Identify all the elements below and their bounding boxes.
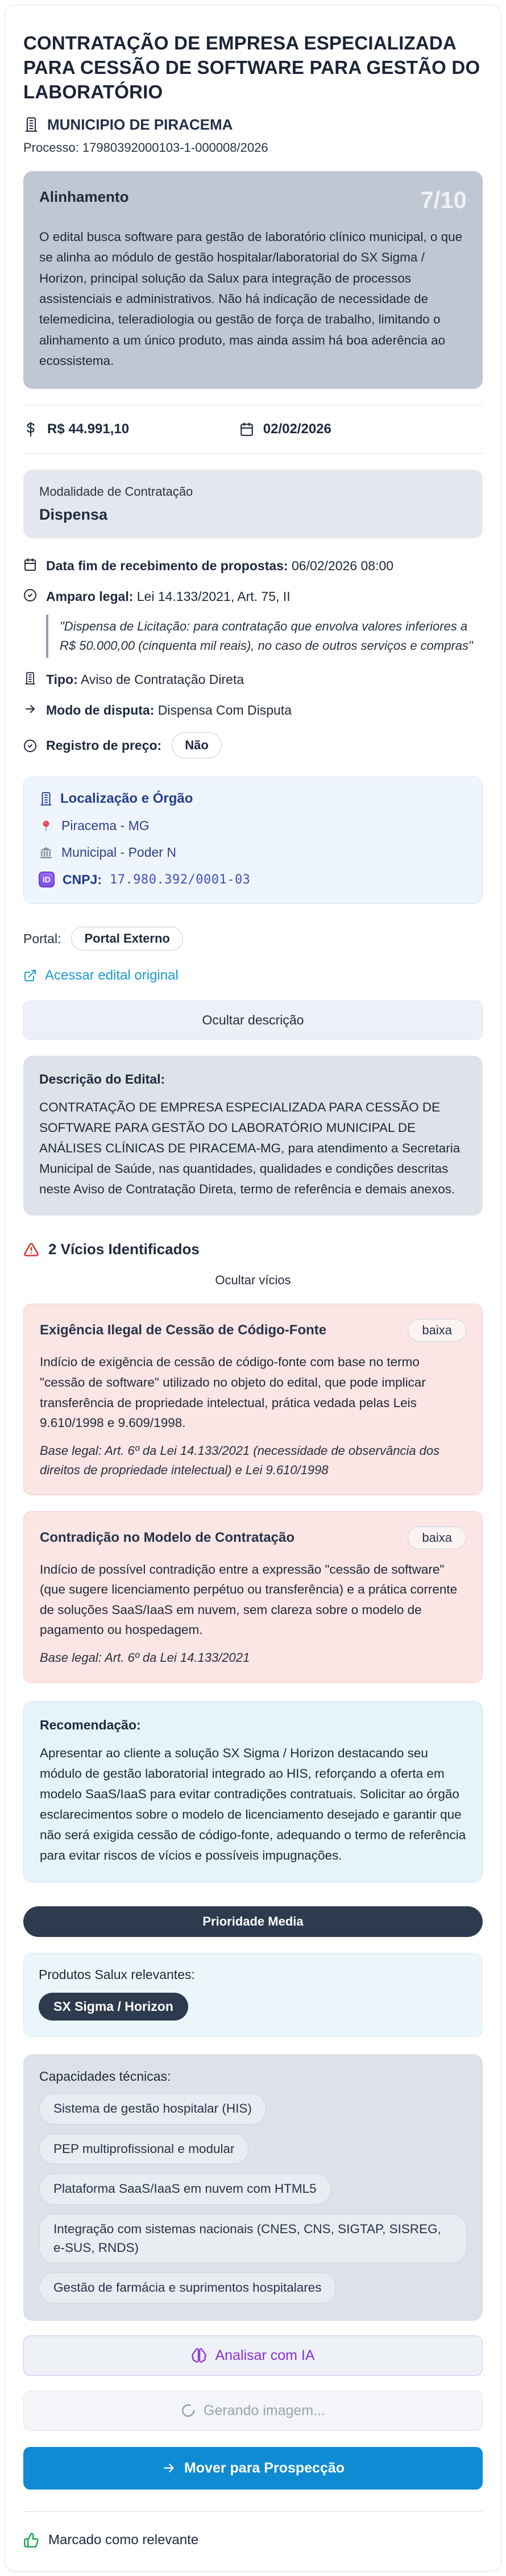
price-registry-badge: Não <box>172 732 222 759</box>
calendar-icon <box>23 558 37 571</box>
price-registry-row <box>23 732 483 759</box>
detail-rows <box>23 557 483 759</box>
opportunity-card <box>5 5 501 2571</box>
type-value: Aviso de Contratação Direta <box>80 672 244 687</box>
org-name: MUNICIPIO DE PIRACEMA <box>47 115 233 133</box>
portal-label: Portal: <box>23 931 61 946</box>
value-date-row <box>23 421 483 437</box>
building-icon <box>23 671 37 685</box>
edital-link-row[interactable] <box>23 968 483 984</box>
divider <box>23 2511 483 2512</box>
warning-triangle-icon <box>23 1242 39 1258</box>
severity-badge: baixa <box>408 1526 466 1549</box>
calendar-icon <box>239 422 254 437</box>
alignment-card <box>23 171 483 389</box>
vice-text: Indício de possível contradição entre a expressão "cessão de software" (que sugere licenciamento perpétuo ou transferência) e a prática corrente de soluções SaaS/IaaS em nuvem, sem clareza sobre o modelo de pagamento ou hospedagem. <box>40 1562 458 1637</box>
location-title: Localização e Órgão <box>60 791 193 807</box>
priority-badge: Prioridade Media <box>23 1906 483 1937</box>
publication-date-text: 02/02/2026 <box>263 421 331 437</box>
check-circle-icon <box>23 588 37 602</box>
description-card <box>23 1056 483 1216</box>
type-label: Tipo: <box>46 672 78 687</box>
products-label: Produtos Salux relevantes: <box>39 1967 195 1982</box>
recommendation-card <box>23 1701 483 1882</box>
arrow-right-icon <box>161 2461 176 2475</box>
legal-value: Lei 14.133/2021, Art. 75, II <box>136 588 291 604</box>
vice-legal-basis: Base legal: Art. 6º da Lei 14.133/2021 <box>40 1650 250 1665</box>
capability-chip: Integração com sistemas nacionais (CNES, CNS, SIGTAP, SISREG, e-SUS, RNDS) <box>39 2214 467 2263</box>
alignment-text: O edital busca software para gestão de laboratório clínico municipal, o que se alinha ao módulo de gestão hospitalar/laboratorial do SX Sigma / Horizon, principal solução da Salux para integração de processos assistenciais e administrativos. Não há indicação de necessidade de telemedicina, teleradiologia ou gestão de força de trabalho, limitando o alinhamento a um único produto, mas ainda assim há boa aderência ao ecossistema. <box>39 229 463 368</box>
vice-text: Indício de exigência de cessão de código-fonte com base no termo "cessão de software" utilizado no objeto do edital, que pode implicar transferência de propriedade intelectual, prática vedada pelas Leis 9.610/1998 e 9.609/1998. <box>40 1355 426 1430</box>
location-card <box>23 777 483 904</box>
price-registry-label: Registro de preço: <box>46 737 162 753</box>
contract-value-text: R$ 44.991,10 <box>47 421 130 437</box>
portal-row <box>23 927 483 951</box>
description-text: CONTRATAÇÃO DE EMPRESA ESPECIALIZADA PARA CESSÃO DE SOFTWARE PARA GESTÃO DO LABORATÓRIO MUNICIPAL DE ANÁLISES CLÍNICAS DE PIRACEMA-MG, para atendimento a Secretaria Municipal de Saúde, nas quantidades, qualidades e condições descritas neste Aviso de Contratação Direta, termo de referência e demais anexos. <box>39 1100 461 1197</box>
brain-icon <box>191 2347 207 2363</box>
products-card <box>23 1953 483 2037</box>
recommendation-text: Apresentar ao cliente a solução SX Sigma / Horizon destacando seu módulo de gestão laboratorial integrado ao HIS, reforçando a oferta em modelo SaaS/IaaS para evitar contradições contratuais. Solicitar ao órgão esclarecimentos sobre o modelo de licenciamento desejado e garantir que não será exigida cessão de código-fonte, adequando o termo de referência para evitar riscos de vícios e possíveis impugnações. <box>40 1746 466 1863</box>
divider <box>23 453 483 454</box>
vice-legal-basis: Base legal: Art. 6º da Lei 14.133/2021 (necessidade de observância dos direitos de propriedade intelectual) e Lei 9.610/1998 <box>40 1443 440 1477</box>
arrow-right-icon <box>23 702 37 716</box>
location-header <box>39 791 467 807</box>
deadline-row <box>23 557 483 575</box>
cnpj-label: CNPJ: <box>63 872 102 887</box>
map-pin-icon <box>39 819 53 833</box>
dollar-icon <box>23 422 38 437</box>
process-number: Processo: 17980392000103-1-000008/2026 <box>23 140 268 155</box>
thumbs-up-icon <box>23 2532 39 2548</box>
external-link-icon <box>23 969 37 982</box>
move-to-prospecting-button[interactable] <box>23 2447 483 2490</box>
move-button-label: Mover para Prospecção <box>184 2459 345 2476</box>
capability-chip: PEP multiprofissional e modular <box>39 2134 248 2165</box>
vice-card <box>23 1304 483 1495</box>
location-sphere-row <box>39 845 467 860</box>
dispute-row <box>23 701 483 719</box>
recommendation-title: Recomendação: <box>40 1718 141 1733</box>
edital-link[interactable]: Acessar edital original <box>45 968 179 984</box>
spinner-icon <box>181 2403 196 2418</box>
vice-title: Contradição no Modelo de Contratação <box>40 1529 295 1545</box>
vice-header <box>40 1319 466 1342</box>
alignment-title: Alinhamento <box>39 188 129 205</box>
page-title: CONTRATAÇÃO DE EMPRESA ESPECIALIZADA PARA CESSÃO DE SOFTWARE PARA GESTÃO DO LABORATÓRIO <box>23 32 480 102</box>
dispute-value: Dispensa Com Disputa <box>157 703 292 718</box>
building-icon <box>39 791 53 806</box>
analyze-with-ai-button[interactable] <box>23 2336 483 2376</box>
legal-label: Amparo legal: <box>46 588 134 604</box>
check-circle-icon <box>23 739 37 753</box>
vices-header <box>23 1241 483 1258</box>
description-title: Descrição do Edital: <box>39 1072 165 1087</box>
location-city: Piracema - MG <box>61 818 150 833</box>
contract-value <box>23 421 239 437</box>
deadline-value: 06/02/2026 08:00 <box>291 558 394 573</box>
relevance-label: Marcado como relevante <box>48 2532 199 2548</box>
bank-icon <box>39 845 53 860</box>
building-icon <box>23 117 39 132</box>
type-row <box>23 670 483 688</box>
org-row <box>23 116 483 134</box>
portal-badge: Portal Externo <box>71 927 183 951</box>
toggle-description-button[interactable]: Ocultar descrição <box>23 1001 483 1040</box>
toggle-vices-button[interactable]: Ocultar vícios <box>23 1273 483 1288</box>
relevance-row <box>23 2532 483 2548</box>
capability-chip: Sistema de gestão hospitalar (HIS) <box>39 2093 266 2125</box>
modality-value: Dispensa <box>39 505 108 523</box>
alignment-header <box>39 188 467 212</box>
modality-label: Modalidade de Contratação <box>39 484 193 499</box>
modality-card <box>23 470 483 538</box>
capability-chip: Plataforma SaaS/IaaS em nuvem com HTML5 <box>39 2173 331 2205</box>
capabilities-card <box>23 2054 483 2321</box>
vice-title: Exigência Ilegal de Cessão de Código-Fonte <box>40 1322 327 1338</box>
vices-count: 2 Vícios Identificados <box>48 1241 200 1258</box>
location-cnpj-row <box>39 872 467 887</box>
deadline-label: Data fim de recebimento de propostas: <box>46 558 288 573</box>
cnpj-value: 17.980.392/0001-03 <box>110 872 251 887</box>
vice-card <box>23 1511 483 1683</box>
dispute-label: Modo de disputa: <box>46 703 155 718</box>
location-sphere: Municipal - Poder N <box>61 845 176 860</box>
vice-header <box>40 1526 466 1549</box>
capability-chip: Gestão de farmácia e suprimentos hospitalares <box>39 2272 336 2304</box>
legal-quote: "Dispensa de Licitação: para contratação que envolva valores inferiores a R$ 50.000,00 (cinquenta mil reais), no caso de outros serviços e compras" <box>46 615 483 658</box>
capabilities-label: Capacidades técnicas: <box>39 2069 171 2084</box>
analyze-button-label: Analisar com IA <box>215 2347 315 2363</box>
generating-button-label: Gerando imagem... <box>204 2402 325 2419</box>
publication-date <box>239 421 331 437</box>
id-badge-icon: ID <box>39 872 55 887</box>
legal-row <box>23 587 483 605</box>
alignment-score: 7/10 <box>420 186 467 213</box>
generating-image-button[interactable] <box>23 2391 483 2431</box>
location-city-row <box>39 818 467 833</box>
severity-badge: baixa <box>408 1319 466 1342</box>
product-chip: SX Sigma / Horizon <box>39 1993 188 2021</box>
